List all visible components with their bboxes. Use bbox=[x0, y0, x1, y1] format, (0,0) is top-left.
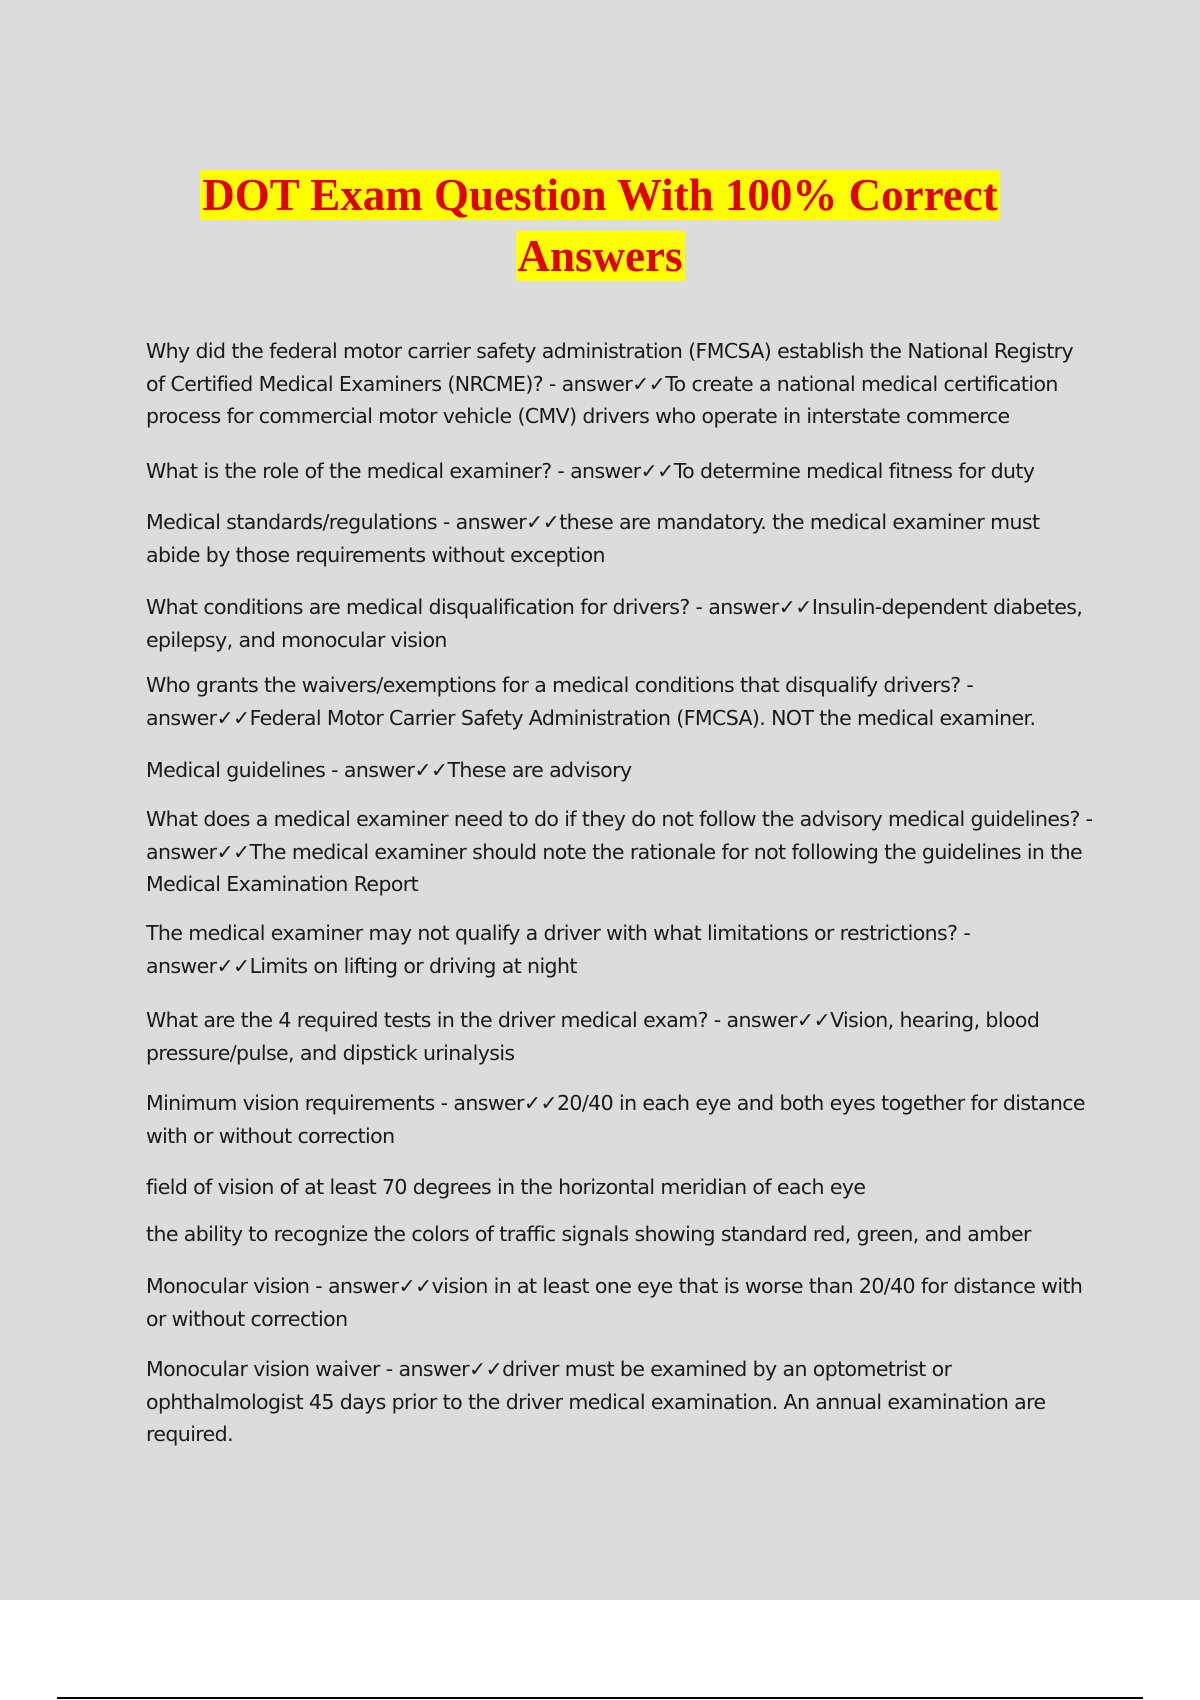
title-line-2: Answers bbox=[517, 231, 683, 281]
qa-item: Medical standards/regulations - answer✓✓these are mandatory. the medical examiner must abide by those requirements without exception bbox=[146, 510, 1040, 567]
qa-item: Minimum vision requirements - answer✓✓20/40 in each eye and both eyes together for distance with or without correction bbox=[146, 1091, 1085, 1148]
qa-item: What are the 4 required tests in the driver medical exam? - answer✓✓Vision, hearing, blood pressure/pulse, and dipstick urinalysis bbox=[146, 1008, 1040, 1065]
qa-item: Why did the federal motor carrier safety administration (FMCSA) establish the National Registry of Certified Medical Examiners (NRCME)? - answer✓✓To create a national medical certification process for commercial motor vehicle (CMV) drivers who operate in interstate commerce bbox=[146, 339, 1073, 428]
title-line-1: DOT Exam Question With 100% Correct bbox=[202, 170, 998, 220]
document-title bbox=[0, 165, 1200, 287]
qa-item: What is the role of the medical examiner? - answer✓✓To determine medical fitness for duty bbox=[146, 459, 1035, 483]
qa-item: Monocular vision - answer✓✓vision in at least one eye that is worse than 20/40 for distance with or without correction bbox=[146, 1274, 1083, 1331]
qa-item: Medical guidelines - answer✓✓These are advisory bbox=[146, 758, 632, 782]
qa-item: What does a medical examiner need to do if they do not follow the advisory medical guidelines? - answer✓✓The medical examiner should note the rationale for not following the guidelines in the Medical Examination Report bbox=[146, 807, 1093, 896]
qa-item: the ability to recognize the colors of traffic signals showing standard red, green, and amber bbox=[146, 1222, 1031, 1246]
footer-divider bbox=[57, 1697, 1143, 1699]
qa-item: Who grants the waivers/exemptions for a medical conditions that disqualify drivers? - answer✓✓Federal Motor Carrier Safety Administration (FMCSA). NOT the medical examiner. bbox=[146, 673, 1036, 730]
qa-item: Monocular vision waiver - answer✓✓driver must be examined by an optometrist or ophthalmologist 45 days prior to the driver medical examination. An annual examination are required. bbox=[146, 1357, 1046, 1446]
qa-item: What conditions are medical disqualification for drivers? - answer✓✓Insulin-dependent diabetes, epilepsy, and monocular vision bbox=[146, 595, 1083, 652]
qa-item: field of vision of at least 70 degrees in the horizontal meridian of each eye bbox=[146, 1175, 866, 1199]
qa-item: The medical examiner may not qualify a driver with what limitations or restrictions? - answer✓✓Limits on lifting or driving at night bbox=[146, 921, 971, 978]
